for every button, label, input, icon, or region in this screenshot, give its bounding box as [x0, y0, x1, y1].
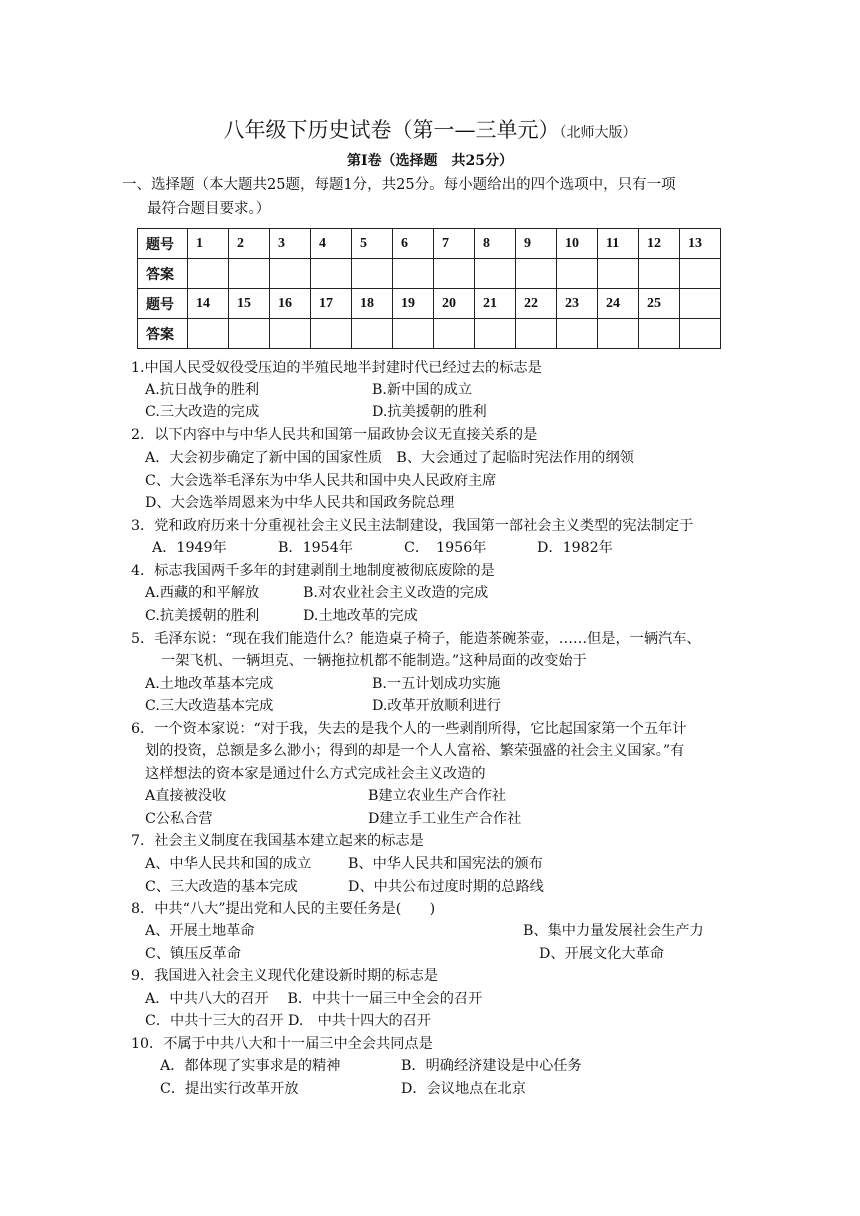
grid-number-cell: 24	[598, 289, 639, 319]
section-instructions-cont: 最符合题目要求。）	[147, 201, 271, 217]
question-6-option-c: C公私合营	[145, 811, 213, 827]
grid-number-cell: 3	[270, 229, 311, 259]
grid-number-cell: 14	[188, 289, 229, 319]
question-5-stem-cont: 一架飞机、一辆坦克、一辆拖拉机都不能制造。”这种局面的改变始于	[161, 653, 587, 669]
grid-header-cell: 答案	[138, 319, 188, 349]
grid-number-cell: 8	[475, 229, 516, 259]
grid-number-cell: 20	[434, 289, 475, 319]
grid-number-cell: 17	[311, 289, 352, 319]
grid-number-cell: 1	[188, 229, 229, 259]
grid-answer-cell[interactable]	[393, 319, 434, 349]
grid-answer-cell[interactable]	[229, 259, 270, 289]
grid-answer-cell[interactable]	[188, 319, 229, 349]
grid-answer-cell[interactable]	[557, 259, 598, 289]
question-5-option-d: D.改革开放顺利进行	[372, 698, 501, 714]
question-6-option-d: D建立手工业生产合作社	[368, 811, 522, 827]
grid-answer-cell[interactable]	[311, 319, 352, 349]
grid-number-cell: 23	[557, 289, 598, 319]
question-3-option-c: C． 1956年	[404, 540, 487, 556]
grid-answer-cell[interactable]	[352, 259, 393, 289]
exam-edition: （北师大版）	[559, 125, 637, 141]
question-6-stem-cont: 划的投资，总额是多么渺小；得到的却是一个人人富裕、繁荣强盛的社会主义国家。”有	[145, 743, 685, 759]
question-4-option-a: A.西藏的和平解放	[145, 585, 260, 601]
grid-number-cell: 21	[475, 289, 516, 319]
question-10-option-b: B．明确经济建设是中心任务	[401, 1058, 582, 1074]
question-4-option-c: C.抗美援朝的胜利	[145, 608, 260, 624]
question-1-option-d: D.抗美援朝的胜利	[372, 404, 487, 420]
question-7-stem: 7．社会主义制度在我国基本建立起来的标志是	[131, 833, 424, 849]
question-2-option-c: C、大会选举毛泽东为中华人民共和国中央人民政府主席	[145, 473, 497, 489]
grid-number-cell: 2	[229, 229, 270, 259]
question-3-option-b: B．1954年	[278, 540, 353, 556]
answer-grid-row	[138, 259, 721, 289]
grid-answer-cell[interactable]	[270, 319, 311, 349]
grid-empty-cell	[680, 289, 721, 319]
grid-answer-cell[interactable]	[557, 319, 598, 349]
question-7-option-a: A、中华人民共和国的成立	[145, 856, 312, 872]
grid-answer-cell[interactable]	[434, 319, 475, 349]
grid-number-cell: 19	[393, 289, 434, 319]
question-8-option-a: A、开展土地革命	[145, 923, 255, 939]
question-1-option-a: A.抗日战争的胜利	[145, 382, 260, 398]
question-2-option-ab: A．大会初步确定了新中国的国家性质 B、大会通过了起临时宪法作用的纲领	[145, 450, 634, 466]
grid-number-cell: 11	[598, 229, 639, 259]
grid-number-cell: 4	[311, 229, 352, 259]
answer-grid-row	[138, 229, 721, 259]
question-8-option-d: D、开展文化大革命	[539, 946, 664, 962]
question-2-option-d: D、大会选举周恩来为中华人民共和国政务院总理	[145, 495, 455, 511]
question-8-option-b: B、集中力量发展社会生产力	[523, 923, 704, 939]
question-5-option-b: B.一五计划成功实施	[372, 676, 501, 692]
grid-number-cell: 7	[434, 229, 475, 259]
grid-answer-cell[interactable]	[475, 319, 516, 349]
answer-grid-row	[138, 319, 721, 349]
grid-answer-cell[interactable]	[393, 259, 434, 289]
grid-answer-cell[interactable]	[229, 319, 270, 349]
question-10-option-a: A．都体现了实事求是的精神	[160, 1058, 341, 1074]
exam-title	[0, 114, 860, 144]
question-8-stem: 8．中共“八大”提出党和人民的主要任务是( )	[131, 901, 436, 917]
question-1-option-b: B.新中国的成立	[372, 382, 473, 398]
grid-number-cell: 12	[639, 229, 680, 259]
question-10-option-c: C．提出实行改革开放	[160, 1081, 299, 1097]
grid-answer-cell[interactable]	[475, 259, 516, 289]
question-6-stem: 6．一个资本家说：“对于我，失去的是我个人的一些剥削所得，它比起国家第一个五年计	[131, 721, 687, 737]
grid-answer-cell[interactable]	[639, 319, 680, 349]
answer-grid-row	[138, 289, 721, 319]
grid-answer-cell[interactable]	[352, 319, 393, 349]
grid-answer-cell[interactable]	[434, 259, 475, 289]
question-6-option-a: A直接被没收	[145, 788, 227, 804]
question-1-option-c: C.三大改造的完成	[145, 404, 260, 420]
question-4-option-d: D.土地改革的完成	[303, 608, 418, 624]
question-2-stem: 2．以下内容中与中华人民共和国第一届政协会议无直接关系的是	[131, 427, 538, 443]
question-4-stem: 4．标志我国两千多年的封建剥削土地制度被彻底废除的是	[131, 563, 495, 579]
question-9-stem: 9．我国进入社会主义现代化建设新时期的标志是	[131, 968, 438, 984]
grid-answer-cell[interactable]	[598, 259, 639, 289]
part-title: 第Ⅰ卷（选择题 共25分）	[346, 153, 514, 169]
grid-header-cell: 题号	[138, 229, 188, 259]
grid-number-cell: 6	[393, 229, 434, 259]
grid-answer-cell[interactable]	[311, 259, 352, 289]
question-3-option-a: A．1949年	[152, 540, 227, 556]
grid-answer-cell[interactable]	[188, 259, 229, 289]
question-3-stem: 3．党和政府历来十分重视社会主义民主法制建设，我国第一部社会主义类型的宪法制定于	[131, 518, 694, 534]
question-7-option-b: B、中华人民共和国宪法的颁布	[348, 856, 543, 872]
question-5-option-a: A.土地改革基本完成	[145, 676, 274, 692]
grid-answer-cell[interactable]	[680, 319, 721, 349]
question-3-option-d: D．1982年	[537, 540, 613, 556]
grid-answer-cell[interactable]	[270, 259, 311, 289]
section-instructions: 一、选择题（本大题共25题，每题1分，共25分。每小题给出的四个选项中，只有一项	[122, 177, 676, 193]
grid-number-cell: 18	[352, 289, 393, 319]
question-10-stem: 10．不属于中共八大和十一届三中全会共同点是	[131, 1036, 433, 1052]
grid-number-cell: 15	[229, 289, 270, 319]
grid-answer-cell[interactable]	[598, 319, 639, 349]
grid-answer-cell[interactable]	[516, 259, 557, 289]
grid-number-cell: 13	[680, 229, 721, 259]
question-8-option-c: C、镇压反革命	[145, 946, 241, 962]
grid-answer-cell[interactable]	[680, 259, 721, 289]
question-4-option-b: B.对农业社会主义改造的完成	[303, 585, 489, 601]
grid-header-cell: 答案	[138, 259, 188, 289]
question-1-stem: 1.中国人民受奴役受压迫的半殖民地半封建时代已经过去的标志是	[131, 360, 542, 376]
answer-grid	[137, 228, 721, 349]
question-7-option-d: D、中共公布过度时期的总路线	[348, 879, 544, 895]
grid-answer-cell[interactable]	[516, 319, 557, 349]
grid-number-cell: 10	[557, 229, 598, 259]
question-5-stem: 5．毛泽东说：“现在我们能造什么？能造桌子椅子，能造茶碗茶壶，……但是，一辆汽车、	[131, 631, 701, 647]
exam-title-text: 八年级下历史试卷（第一—三单元）	[223, 118, 560, 142]
grid-number-cell: 22	[516, 289, 557, 319]
question-6-stem-cont: 这样想法的资本家是通过什么方式完成社会主义改造的	[145, 766, 486, 782]
grid-number-cell: 25	[639, 289, 680, 319]
question-10-option-d: D．会议地点在北京	[401, 1081, 526, 1097]
question-7-option-c: C、三大改造的基本完成	[145, 879, 298, 895]
question-5-option-c: C.三大改造基本完成	[145, 698, 274, 714]
grid-number-cell: 16	[270, 289, 311, 319]
question-9-option-cd: C．中共十三大的召开 D. 中共十四大的召开	[145, 1013, 432, 1029]
grid-number-cell: 5	[352, 229, 393, 259]
question-6-option-b: B建立农业生产合作社	[368, 788, 507, 804]
grid-answer-cell[interactable]	[639, 259, 680, 289]
grid-header-cell: 题号	[138, 289, 188, 319]
question-9-option-ab: A．中共八大的召开 B．中共十一届三中全会的召开	[145, 991, 483, 1007]
grid-number-cell: 9	[516, 229, 557, 259]
